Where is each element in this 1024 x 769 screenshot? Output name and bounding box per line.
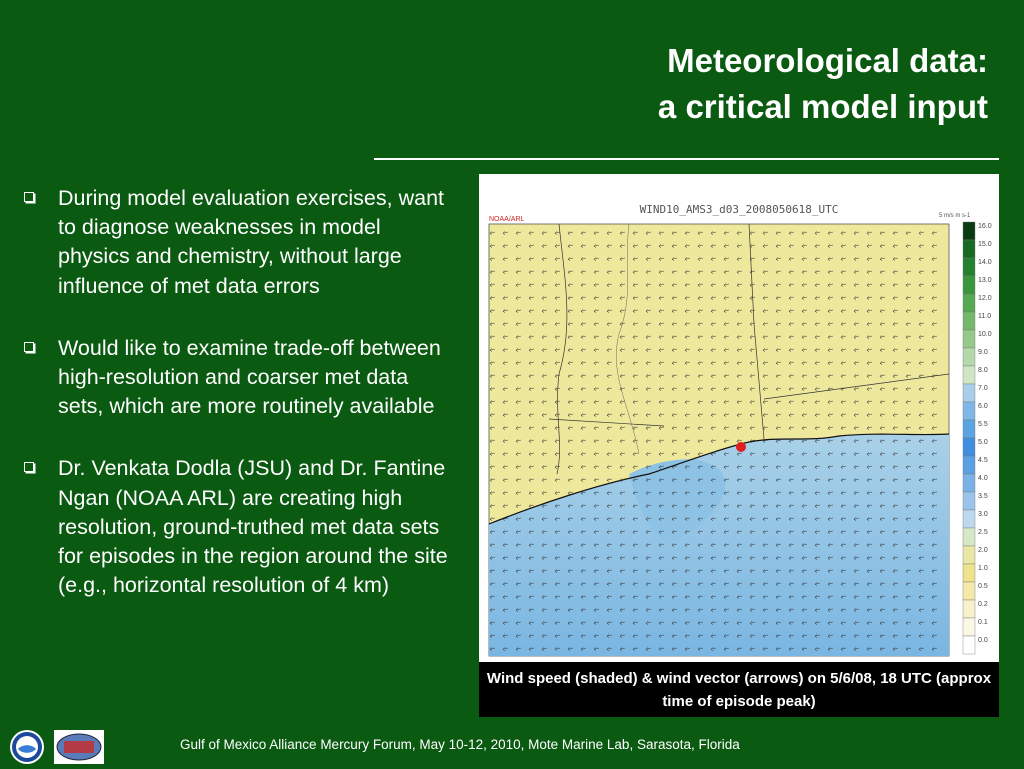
colorbar-swatch [963, 618, 975, 636]
colorbar-swatch [963, 402, 975, 420]
bullet-text: Dr. Venkata Dodla (JSU) and Dr. Fantine Ngan (NOAA ARL) are creating high resolution, ground-truthed met data sets for episodes in the region around the site (e.g., horizontal resolution of 4 km) [58, 456, 448, 598]
colorbar-swatch [963, 582, 975, 600]
colorbar-swatch [963, 636, 975, 654]
colorbar-swatch [963, 330, 975, 348]
colorbar-label: 4.0 [978, 475, 988, 482]
colorbar-swatch [963, 258, 975, 276]
title-line-2: a critical model input [657, 88, 988, 125]
map-title: WIND10_AMS3_d03_2008050618_UTC [639, 203, 839, 216]
noaa-logo-icon [10, 730, 44, 764]
checkbox-bullet-icon [24, 462, 34, 472]
colorbar-label: 2.5 [978, 529, 988, 536]
colorbar-label: 5.5 [978, 421, 988, 428]
colorbar-label: 0.5 [978, 583, 988, 590]
arl-logo [54, 730, 104, 764]
colorbar-label: 9.0 [978, 349, 988, 356]
colorbar-swatch [963, 600, 975, 618]
footer-text: Gulf of Mexico Alliance Mercury Forum, May 10-12, 2010, Mote Marine Lab, Sarasota, Florida [180, 737, 740, 752]
bullet-list [18, 184, 458, 633]
checkbox-bullet-icon [24, 192, 34, 202]
checkbox-bullet-icon [24, 342, 34, 352]
colorbar-label: 12.0 [978, 295, 992, 302]
colorbar-label: 1.0 [978, 565, 988, 572]
bullet-item [18, 184, 458, 301]
colorbar-swatch [963, 240, 975, 258]
title-line-1: Meteorological data: [667, 42, 988, 79]
colorbar-label: 0.1 [978, 619, 988, 626]
figure-caption: Wind speed (shaded) & wind vector (arrows) on 5/6/08, 18 UTC (approx time of episode peak) [479, 662, 999, 717]
colorbar-label: 5.0 [978, 439, 988, 446]
bullet-item [18, 334, 458, 422]
colorbar-swatch [963, 294, 975, 312]
colorbar-swatch [963, 564, 975, 582]
colorbar-label: 11.0 [978, 313, 992, 320]
colorbar-swatch [963, 420, 975, 438]
colorbar-swatch [963, 366, 975, 384]
map-units-label: 5 m/s m s-1 [939, 213, 971, 219]
map-org-label: NOAA/ARL [489, 216, 525, 223]
title-divider [374, 158, 999, 160]
colorbar-swatch [963, 546, 975, 564]
colorbar-label: 4.5 [978, 457, 988, 464]
colorbar-swatch [963, 528, 975, 546]
colorbar-label: 15.0 [978, 241, 992, 248]
arl-logo-icon [54, 730, 104, 764]
colorbar-swatch [963, 492, 975, 510]
colorbar-label: 10.0 [978, 331, 992, 338]
colorbar-label: 3.5 [978, 493, 988, 500]
site-marker [736, 442, 746, 452]
wind-map-figure [479, 174, 999, 664]
colorbar-label: 13.0 [978, 277, 992, 284]
colorbar-swatch [963, 348, 975, 366]
bullet-item [18, 454, 458, 600]
colorbar-label: 6.0 [978, 403, 988, 410]
map-plot-area [489, 224, 949, 656]
colorbar-swatch [963, 510, 975, 528]
colorbar-label: 16.0 [978, 223, 992, 230]
colorbar-swatch [963, 474, 975, 492]
colorbar-label: 2.0 [978, 547, 988, 554]
colorbar-label: 14.0 [978, 259, 992, 266]
noaa-logo [10, 730, 44, 764]
colorbar-swatch [963, 456, 975, 474]
bullet-text: Would like to examine trade-off between high-resolution and coarser met data sets, which are more routinely available [58, 335, 441, 419]
colorbar-swatch [963, 312, 975, 330]
slide-title [388, 38, 988, 130]
colorbar-swatch [963, 222, 975, 240]
colorbar-label: 8.0 [978, 367, 988, 374]
colorbar-label: 3.0 [978, 511, 988, 518]
colorbar-swatch [963, 438, 975, 456]
colorbar-swatch [963, 384, 975, 402]
wind-map-svg [479, 174, 999, 664]
colorbar-label: 7.0 [978, 385, 988, 392]
colorbar-label: 0.0 [978, 637, 988, 644]
bullet-text: During model evaluation exercises, want to diagnose weaknesses in model physics and chemistry, without large influence of met data errors [58, 186, 445, 298]
colorbar-label: 0.2 [978, 601, 988, 608]
colorbar-swatch [963, 276, 975, 294]
